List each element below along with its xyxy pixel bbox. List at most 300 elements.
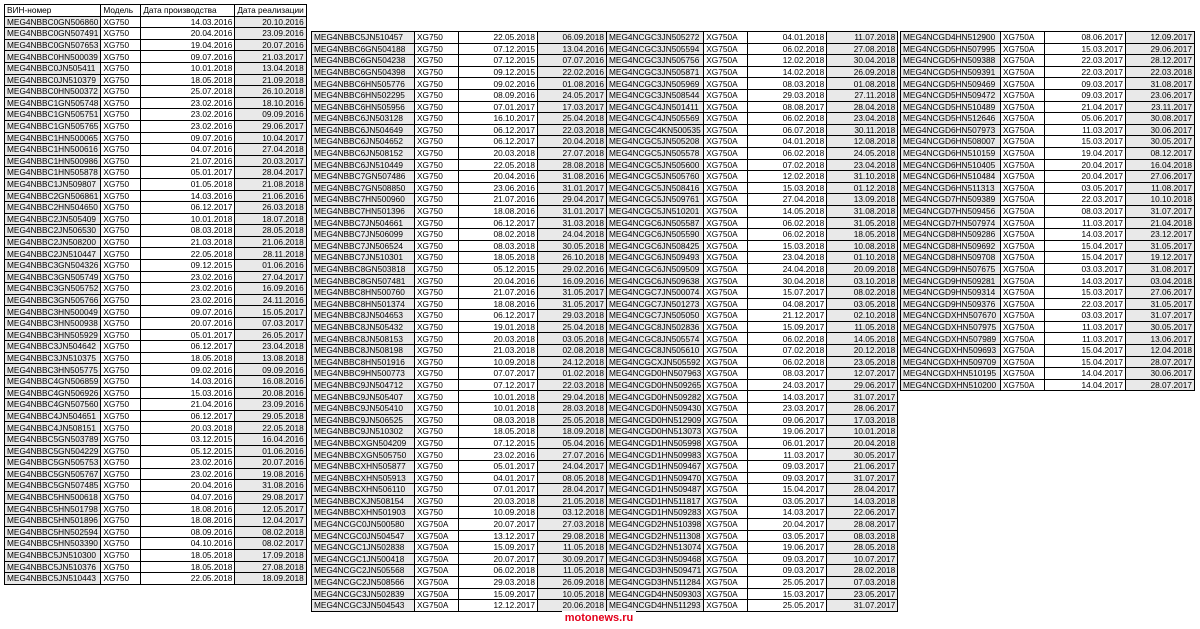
table-row [5, 16, 307, 28]
model-cell: XG750 [415, 32, 459, 44]
vin-cell: MEG4NBBC3GN505749 [5, 271, 101, 283]
sale-date-cell: 28.07.2017 [1126, 356, 1195, 368]
production-date-cell: 06.01.2017 [748, 437, 827, 449]
production-date-cell: 05.01.2017 [141, 167, 235, 179]
vin-cell: MEG4NCGC8JN502836 [607, 321, 704, 333]
vin-cell: MEG4NBBC5GN504229 [5, 445, 101, 457]
model-cell: XG750A [1001, 229, 1045, 241]
vin-cell: MEG4NCGD1HN509487 [607, 484, 704, 496]
table-row [607, 345, 898, 357]
sale-date-cell: 29.06.2017 [1126, 43, 1195, 55]
production-date-cell: 15.04.2017 [748, 484, 827, 496]
model-cell: XG750A [704, 588, 748, 600]
vin-cell: MEG4NBBC4GN506926 [5, 387, 101, 399]
production-date-cell: 14.05.2018 [748, 205, 827, 217]
production-date-cell: 19.06.2017 [748, 426, 827, 438]
table-row [901, 43, 1195, 55]
table-row [901, 379, 1195, 391]
vin-cell: MEG4NBBC0HN500039 [5, 51, 101, 63]
sale-date-cell: 07.03.2018 [827, 576, 898, 588]
model-cell: XG750 [101, 260, 141, 272]
table-row [312, 345, 607, 357]
table-body [312, 32, 607, 612]
production-date-cell: 08.03.2018 [459, 414, 538, 426]
model-cell: XG750A [1001, 147, 1045, 159]
sale-date-cell: 29.08.2018 [538, 530, 607, 542]
production-date-cell: 07.07.2017 [459, 368, 538, 380]
sale-date-cell: 28.04.2018 [827, 101, 898, 113]
production-date-cell: 06.02.2018 [748, 356, 827, 368]
production-date-cell: 18.05.2018 [459, 252, 538, 264]
vin-cell: MEG4NBBC2HN504650 [5, 202, 101, 214]
sale-date-cell: 05.04.2016 [538, 437, 607, 449]
table-row [901, 333, 1195, 345]
sale-date-cell: 03.10.2018 [827, 275, 898, 287]
vin-cell: MEG4NBBC5HN500618 [5, 491, 101, 503]
vin-cell: MEG4NCGD2HN510398 [607, 518, 704, 530]
production-date-cell: 09.07.2016 [141, 132, 235, 144]
production-date-cell: 29.03.2018 [748, 89, 827, 101]
production-date-cell: 14.03.2016 [141, 190, 235, 202]
table-row [5, 468, 307, 480]
model-cell: XG750A [704, 368, 748, 380]
vin-cell: MEG4NBBC1HN500616 [5, 144, 101, 156]
table-row [5, 399, 307, 411]
model-cell: XG750A [704, 182, 748, 194]
table-row [901, 205, 1195, 217]
production-date-cell: 01.05.2018 [141, 178, 235, 190]
table-row [312, 518, 607, 530]
model-cell: XG750 [101, 410, 141, 422]
sale-date-cell: 10.07.2017 [827, 553, 898, 565]
vin-cell: MEG4NBBC5GN507485 [5, 480, 101, 492]
vin-cell: MEG4NCGDXHN510200 [901, 379, 1001, 391]
sale-date-cell: 31.08.2017 [1126, 78, 1195, 90]
sale-date-cell: 20.06.2018 [538, 600, 607, 612]
table-row [5, 260, 307, 272]
table-row [607, 124, 898, 136]
sale-date-cell: 24.12.2018 [538, 356, 607, 368]
model-cell: XG750 [415, 426, 459, 438]
vin-cell: MEG4NCGC2JN508566 [312, 576, 415, 588]
table-row [312, 391, 607, 403]
model-cell: XG750 [101, 433, 141, 445]
table-row [5, 306, 307, 318]
table-row [607, 333, 898, 345]
model-cell: XG750 [101, 155, 141, 167]
model-cell: XG750A [704, 159, 748, 171]
model-cell: XG750A [704, 147, 748, 159]
production-date-cell: 20.03.2018 [459, 495, 538, 507]
vin-cell: MEG4NBBC1GN505765 [5, 120, 101, 132]
production-date-cell: 11.03.2017 [1045, 321, 1126, 333]
sale-date-cell: 23.12.2017 [1126, 229, 1195, 241]
model-cell: XG750 [415, 124, 459, 136]
sale-date-cell: 20.09.2018 [827, 263, 898, 275]
sale-date-cell: 01.08.2016 [538, 78, 607, 90]
table-row [607, 391, 898, 403]
vin-cell: MEG4NBBC9JN506525 [312, 414, 415, 426]
table-row [312, 507, 607, 519]
header-model: Модель [101, 5, 141, 17]
table-row [607, 356, 898, 368]
table-row [5, 387, 307, 399]
production-date-cell: 15.09.2017 [459, 588, 538, 600]
vin-cell: MEG4NCGD1HN509470 [607, 472, 704, 484]
vin-cell: MEG4NBBC7GN508850 [312, 182, 415, 194]
sale-date-cell: 13.08.2018 [235, 352, 306, 364]
production-date-cell: 21.03.2018 [141, 236, 235, 248]
sale-date-cell: 31.07.2017 [827, 472, 898, 484]
production-date-cell: 24.03.2017 [748, 379, 827, 391]
table-row [5, 190, 307, 202]
model-cell: XG750A [1001, 379, 1045, 391]
production-date-cell: 07.02.2018 [748, 159, 827, 171]
sale-date-cell: 29.04.2017 [538, 194, 607, 206]
vin-cell: MEG4NCGC3JN505871 [607, 66, 704, 78]
sale-date-cell: 27.11.2018 [827, 89, 898, 101]
model-cell: XG750 [101, 318, 141, 330]
model-cell: XG750 [415, 287, 459, 299]
production-date-cell: 19.04.2017 [1045, 147, 1126, 159]
production-date-cell: 08.08.2017 [748, 101, 827, 113]
model-cell: XG750A [704, 205, 748, 217]
vin-cell: MEG4NCGC0JN500580 [312, 518, 415, 530]
model-cell: XG750 [101, 236, 141, 248]
table-row [607, 275, 898, 287]
production-date-cell: 23.04.2018 [748, 252, 827, 264]
model-cell: XG750 [101, 341, 141, 353]
table-row [901, 321, 1195, 333]
model-cell: XG750A [1001, 136, 1045, 148]
vin-cell: MEG4NCGD2HN513074 [607, 542, 704, 554]
production-date-cell: 21.07.2016 [459, 194, 538, 206]
production-date-cell: 03.12.2015 [141, 433, 235, 445]
table-row [5, 341, 307, 353]
model-cell: XG750 [101, 225, 141, 237]
table-row [607, 229, 898, 241]
table-row [5, 573, 307, 585]
vin-table-1 [4, 4, 307, 585]
table-row [5, 561, 307, 573]
production-date-cell: 06.02.2018 [748, 43, 827, 55]
sale-date-cell: 22.03.2018 [538, 124, 607, 136]
model-cell: XG750A [1001, 159, 1045, 171]
model-cell: XG750A [704, 600, 748, 612]
table-row [5, 318, 307, 330]
model-cell: XG750A [704, 530, 748, 542]
production-date-cell: 22.03.2017 [1045, 194, 1126, 206]
vin-cell: MEG4NBBC3HN500938 [5, 318, 101, 330]
table-row [312, 147, 607, 159]
model-cell: XG750A [704, 542, 748, 554]
sale-date-cell: 27.06.2017 [1126, 171, 1195, 183]
table-row [312, 576, 607, 588]
model-cell: XG750A [704, 136, 748, 148]
production-date-cell: 05.12.2015 [459, 263, 538, 275]
table-row [312, 78, 607, 90]
vin-cell: MEG4NCGD1HN509983 [607, 449, 704, 461]
vin-cell: MEG4NCGD1HN509283 [607, 507, 704, 519]
table-row [901, 136, 1195, 148]
production-date-cell: 15.03.2016 [141, 387, 235, 399]
vin-cell: MEG4NBBC9JN505407 [312, 391, 415, 403]
model-cell: XG750A [704, 576, 748, 588]
sale-date-cell: 30.05.2017 [827, 449, 898, 461]
vin-cell: MEG4NBBC0GN507653 [5, 39, 101, 51]
watermark-logo: motonews.ru [562, 611, 636, 625]
model-cell: XG750A [704, 194, 748, 206]
production-date-cell: 03.05.2017 [748, 495, 827, 507]
production-date-cell: 06.12.2017 [141, 202, 235, 214]
table-row [607, 43, 898, 55]
model-cell: XG750 [415, 252, 459, 264]
model-cell: XG750 [415, 205, 459, 217]
table-row [5, 167, 307, 179]
production-date-cell: 10.01.2018 [459, 391, 538, 403]
table-row [607, 542, 898, 554]
production-date-cell: 11.03.2017 [1045, 217, 1126, 229]
sale-date-cell: 31.10.2018 [827, 171, 898, 183]
vin-cell: MEG4NCGC6JN509638 [607, 275, 704, 287]
vin-cell: MEG4NBBC5HN503390 [5, 538, 101, 550]
vin-cell: MEG4NCGD5HN509472 [901, 89, 1001, 101]
table-row [901, 171, 1195, 183]
production-date-cell: 24.04.2018 [748, 263, 827, 275]
sale-date-cell: 11.05.2018 [538, 565, 607, 577]
sale-date-cell: 30.06.2017 [1126, 368, 1195, 380]
production-date-cell: 20.03.2018 [141, 422, 235, 434]
production-date-cell: 25.05.2017 [748, 576, 827, 588]
sale-date-cell: 01.06.2016 [235, 260, 306, 272]
table-row [5, 225, 307, 237]
table-row [5, 155, 307, 167]
table-row [901, 310, 1195, 322]
production-date-cell: 04.01.2017 [459, 472, 538, 484]
sale-date-cell: 29.03.2018 [538, 310, 607, 322]
vin-table-4 [900, 31, 1195, 391]
model-cell: XG750A [415, 530, 459, 542]
production-date-cell: 09.03.2017 [748, 553, 827, 565]
table-row [607, 379, 898, 391]
sale-date-cell: 21.04.2018 [1126, 217, 1195, 229]
production-date-cell: 06.02.2018 [748, 147, 827, 159]
model-cell: XG750 [101, 213, 141, 225]
sale-date-cell: 10.05.2018 [538, 588, 607, 600]
model-cell: XG750A [1001, 101, 1045, 113]
sale-date-cell: 21.03.2017 [235, 51, 306, 63]
sale-date-cell: 20.12.2018 [827, 345, 898, 357]
production-date-cell: 23.02.2016 [141, 120, 235, 132]
vin-cell: MEG4NCGD0HN507963 [607, 368, 704, 380]
model-cell: XG750 [101, 573, 141, 585]
model-cell: XG750 [101, 144, 141, 156]
production-date-cell: 18.05.2018 [141, 549, 235, 561]
production-date-cell: 08.03.2018 [748, 78, 827, 90]
sale-date-cell: 31.03.2018 [538, 217, 607, 229]
sale-date-cell: 22.02.2016 [538, 66, 607, 78]
vin-cell: MEG4NBBC6JN508152 [312, 147, 415, 159]
table-row [5, 376, 307, 388]
production-date-cell: 20.04.2017 [748, 518, 827, 530]
vin-cell: MEG4NBBC6JN504652 [312, 136, 415, 148]
sale-date-cell: 22.03.2018 [538, 379, 607, 391]
vin-cell: MEG4NCGD6HN507973 [901, 124, 1001, 136]
vin-cell: MEG4NCGD9HN507675 [901, 263, 1001, 275]
sale-date-cell: 24.05.2017 [538, 89, 607, 101]
sale-date-cell: 09.09.2016 [235, 109, 306, 121]
sale-date-cell: 09.09.2016 [235, 364, 306, 376]
sale-date-cell: 30.06.2017 [1126, 124, 1195, 136]
production-date-cell: 15.03.2017 [1045, 287, 1126, 299]
table-row [607, 182, 898, 194]
model-cell: XG750A [1001, 356, 1045, 368]
sale-date-cell: 31.05.2017 [1126, 298, 1195, 310]
model-cell: XG750 [101, 248, 141, 260]
table-row [607, 298, 898, 310]
sale-date-cell: 10.04.2017 [235, 132, 306, 144]
vin-cell: MEG4NBBCXHN505913 [312, 472, 415, 484]
production-date-cell: 10.09.2018 [459, 356, 538, 368]
model-cell: XG750A [1001, 32, 1045, 44]
production-date-cell: 15.04.2017 [1045, 252, 1126, 264]
production-date-cell: 04.01.2018 [748, 32, 827, 44]
model-cell: XG750 [101, 329, 141, 341]
production-date-cell: 12.02.2018 [748, 171, 827, 183]
vin-cell: MEG4NCGD5HN509391 [901, 66, 1001, 78]
model-cell: XG750 [415, 89, 459, 101]
sale-date-cell: 25.05.2018 [538, 414, 607, 426]
vin-cell: MEG4NBBC0JN510379 [5, 74, 101, 86]
production-date-cell: 08.03.2017 [1045, 205, 1126, 217]
model-cell: XG750A [704, 345, 748, 357]
model-cell: XG750A [1001, 252, 1045, 264]
vin-cell: MEG4NCGD0HN512909 [607, 414, 704, 426]
production-date-cell: 14.04.2017 [1045, 368, 1126, 380]
sale-date-cell: 17.03.2017 [538, 101, 607, 113]
production-date-cell: 22.05.2018 [141, 248, 235, 260]
model-cell: XG750A [1001, 275, 1045, 287]
vin-cell: MEG4NBBC5HN502594 [5, 526, 101, 538]
sale-date-cell: 03.12.2018 [538, 507, 607, 519]
vin-cell: MEG4NBBC0GN506860 [5, 16, 101, 28]
production-date-cell: 15.03.2017 [1045, 136, 1126, 148]
vin-cell: MEG4NBBC6JN510449 [312, 159, 415, 171]
vin-cell: MEG4NBBC9JN504712 [312, 379, 415, 391]
table-row [312, 89, 607, 101]
sale-date-cell: 31.08.2017 [1126, 263, 1195, 275]
sale-date-cell: 24.11.2016 [235, 294, 306, 306]
sale-date-cell: 08.02.2018 [235, 526, 306, 538]
vin-cell: MEG4NBBC8JN508153 [312, 333, 415, 345]
sale-date-cell: 11.08.2017 [1126, 182, 1195, 194]
model-cell: XG750A [704, 124, 748, 136]
model-cell: XG750 [415, 43, 459, 55]
sale-date-cell: 30.05.2017 [1126, 321, 1195, 333]
vin-cell: MEG4NBBC2JN506530 [5, 225, 101, 237]
sale-date-cell: 30.08.2017 [1126, 113, 1195, 125]
sale-date-cell: 13.04.2016 [538, 43, 607, 55]
vin-cell: MEG4NCGC3JN505272 [607, 32, 704, 44]
table-row [5, 202, 307, 214]
vin-cell: MEG4NCGD2HN511308 [607, 530, 704, 542]
vin-cell: MEG4NCGD1HN505998 [607, 437, 704, 449]
model-cell: XG750 [415, 78, 459, 90]
table-row [607, 194, 898, 206]
model-cell: XG750 [101, 62, 141, 74]
vin-cell: MEG4NCGD5HN510489 [901, 101, 1001, 113]
model-cell: XG750 [415, 101, 459, 113]
sale-date-cell: 28.03.2018 [538, 403, 607, 415]
model-cell: XG750 [101, 97, 141, 109]
production-date-cell: 06.02.2018 [748, 113, 827, 125]
production-date-cell: 21.07.2016 [141, 155, 235, 167]
vin-cell: MEG4NBBC7HN501396 [312, 205, 415, 217]
model-cell: XG750A [704, 426, 748, 438]
production-date-cell: 23.02.2016 [141, 109, 235, 121]
table-row [5, 39, 307, 51]
model-cell: XG750 [415, 449, 459, 461]
sale-date-cell: 21.06.2016 [235, 190, 306, 202]
table-row [312, 310, 607, 322]
table-row [5, 97, 307, 109]
table-row [312, 484, 607, 496]
production-date-cell: 15.03.2018 [748, 182, 827, 194]
sale-date-cell: 08.02.2017 [235, 538, 306, 550]
vin-cell: MEG4NBBC8GN503818 [312, 263, 415, 275]
vin-cell: MEG4NBBC2JN508200 [5, 236, 101, 248]
table-row [607, 576, 898, 588]
sale-date-cell: 28.06.2017 [827, 403, 898, 415]
sale-date-cell: 12.08.2018 [827, 136, 898, 148]
table-row [901, 263, 1195, 275]
vin-cell: MEG4NCGD7HN509456 [901, 205, 1001, 217]
model-cell: XG750 [415, 391, 459, 403]
model-cell: XG750 [415, 171, 459, 183]
vin-table-2 [311, 31, 607, 612]
model-cell: XG750 [101, 422, 141, 434]
model-cell: XG750A [704, 437, 748, 449]
table-row [901, 275, 1195, 287]
model-cell: XG750 [101, 515, 141, 527]
sale-date-cell: 25.04.2018 [538, 321, 607, 333]
table-row [607, 113, 898, 125]
table-row [5, 132, 307, 144]
production-date-cell: 18.05.2018 [141, 74, 235, 86]
sale-date-cell: 10.10.2018 [1126, 194, 1195, 206]
sale-date-cell: 23.09.2016 [235, 399, 306, 411]
production-date-cell: 29.03.2018 [459, 576, 538, 588]
sale-date-cell: 23.05.2018 [827, 356, 898, 368]
model-cell: XG750A [1001, 182, 1045, 194]
sale-date-cell: 28.08.2018 [538, 159, 607, 171]
vin-cell: MEG4NBBC7JN510301 [312, 252, 415, 264]
model-cell: XG750 [101, 491, 141, 503]
production-date-cell: 14.04.2017 [1045, 379, 1126, 391]
vin-cell: MEG4NBBC4GN507560 [5, 399, 101, 411]
sale-date-cell: 21.06.2018 [235, 236, 306, 248]
table-row [5, 51, 307, 63]
sale-date-cell: 23.04.2018 [235, 341, 306, 353]
production-date-cell: 22.05.2018 [459, 159, 538, 171]
table-row [901, 368, 1195, 380]
model-cell: XG750 [101, 399, 141, 411]
model-cell: XG750A [1001, 298, 1045, 310]
production-date-cell: 10.09.2018 [459, 507, 538, 519]
table-row [312, 460, 607, 472]
model-cell: XG750A [1001, 89, 1045, 101]
vin-cell: MEG4NCGD0HN509282 [607, 391, 704, 403]
